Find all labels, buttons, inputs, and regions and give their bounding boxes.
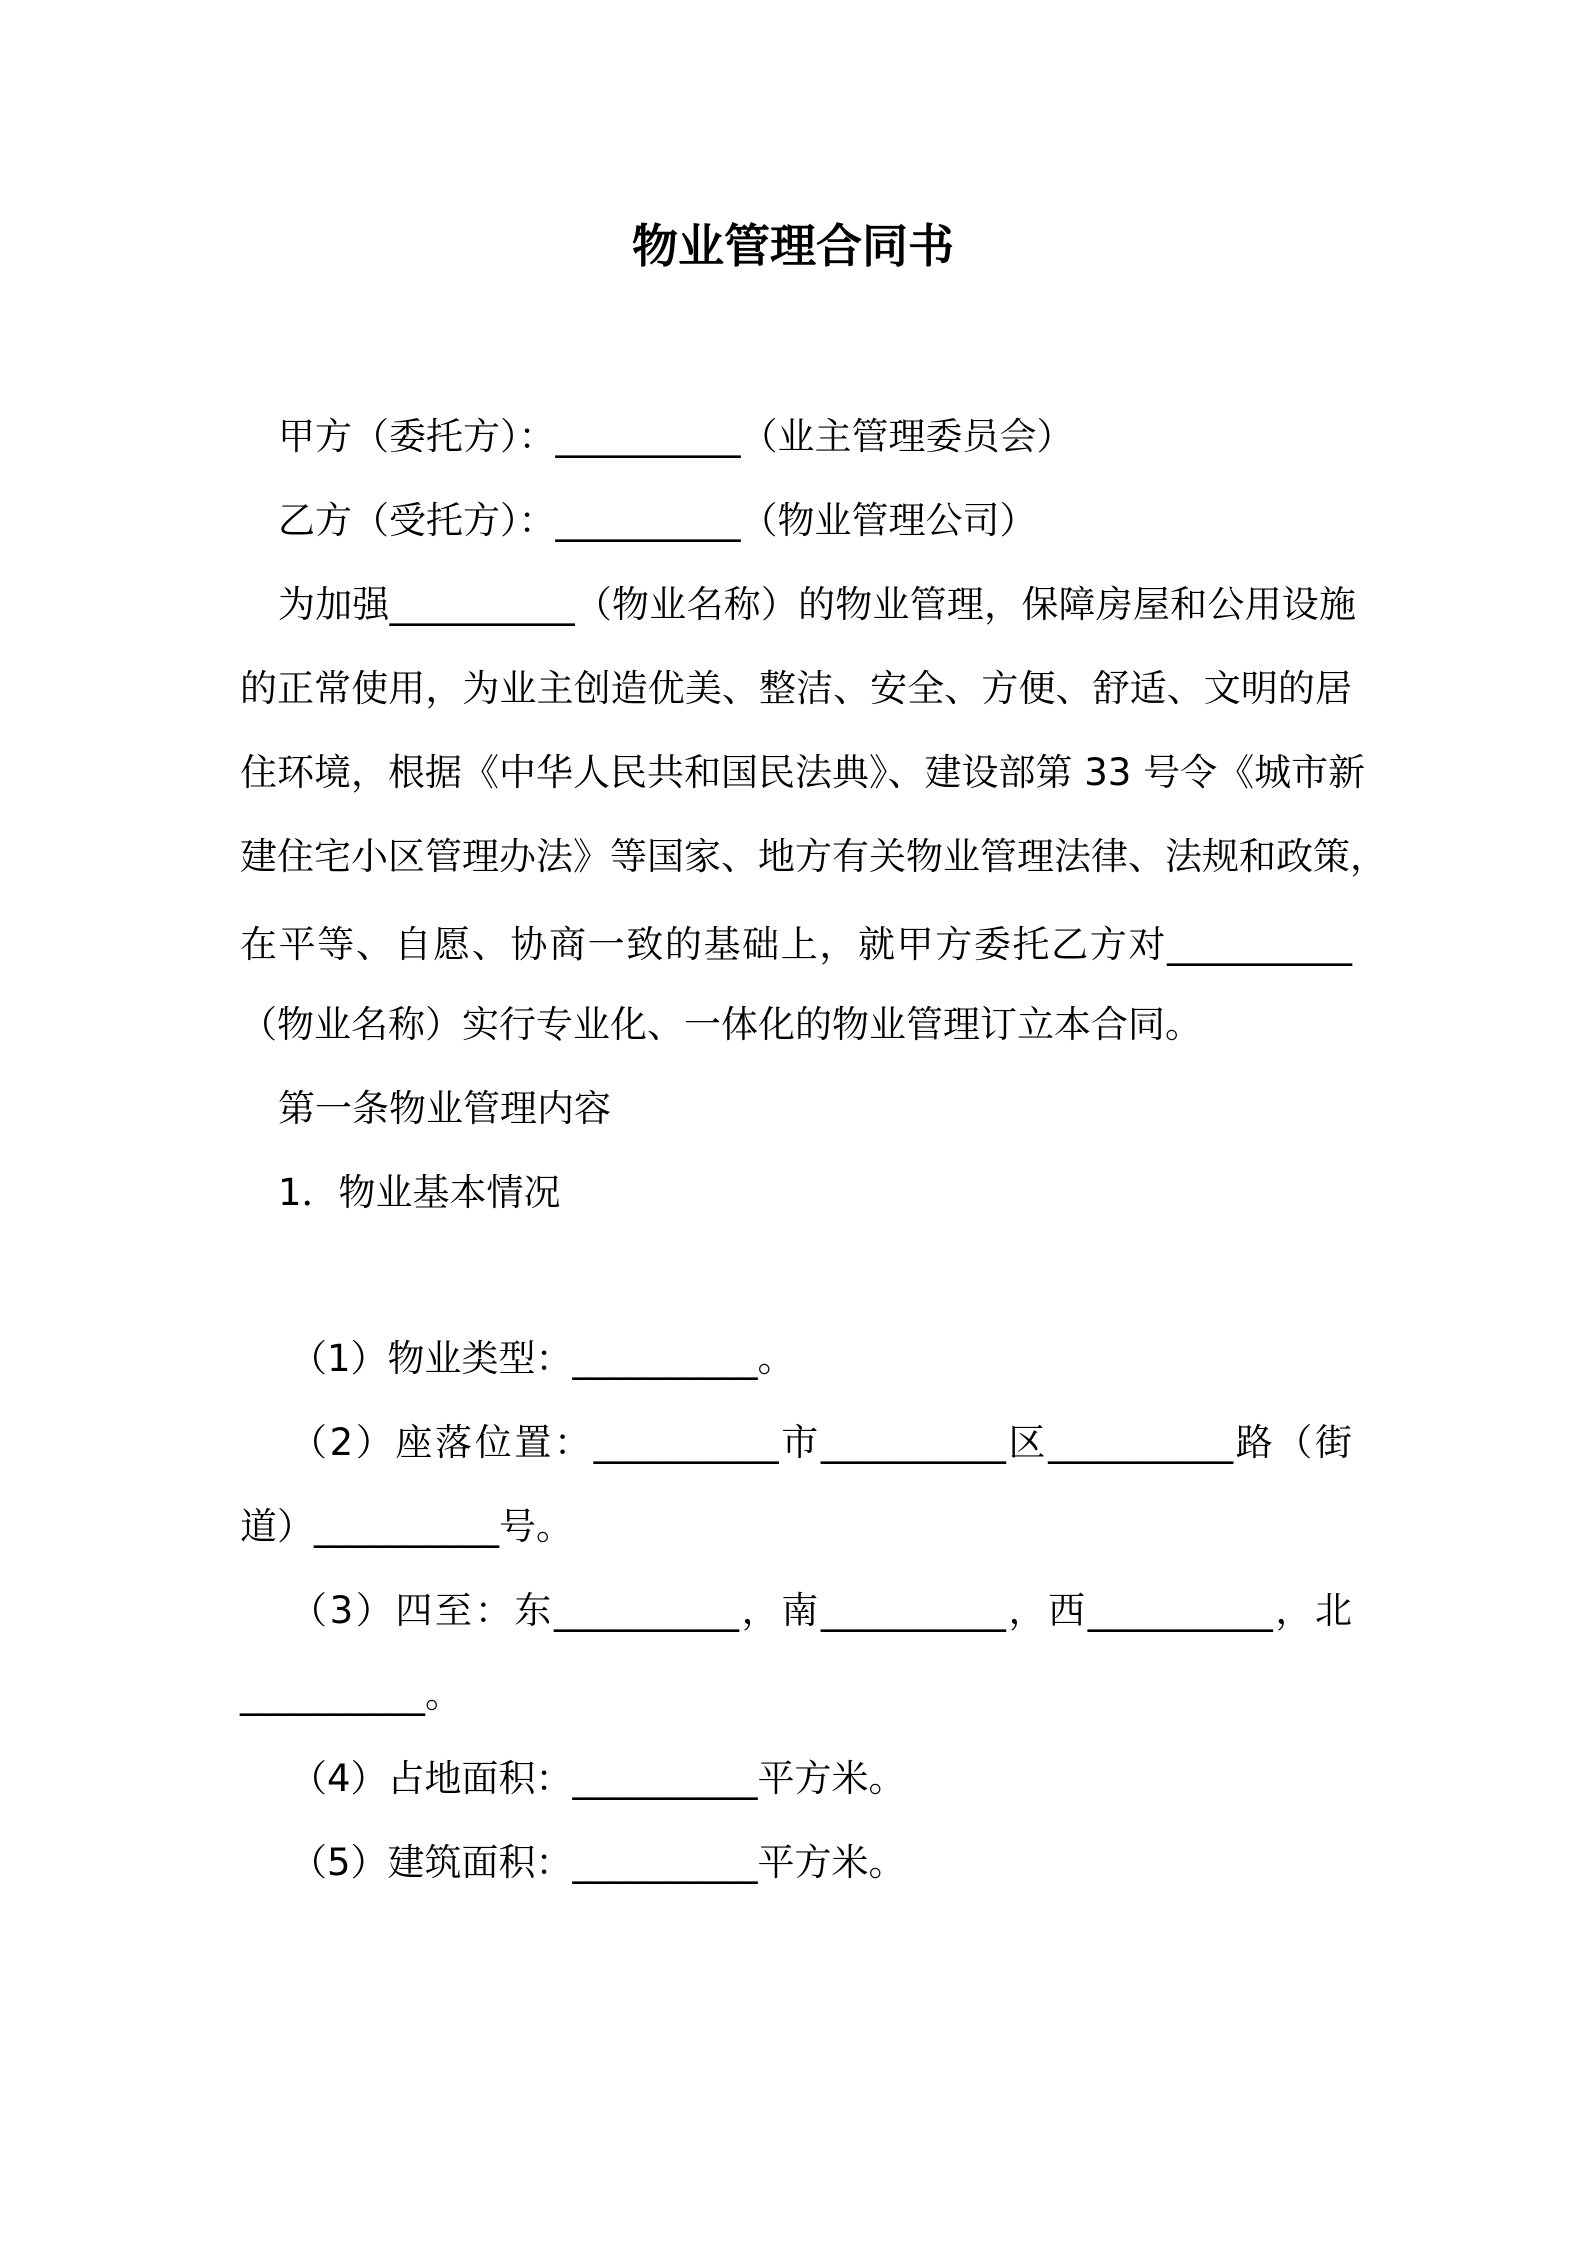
preamble-line-3: 住环境，根据《中华人民共和国民法典》、建设部第 33 号令《城市新	[240, 751, 1366, 794]
preamble-line-2: 的正常使用，为业主创造优美、整洁、安全、方便、舒适、文明的居	[240, 667, 1352, 710]
item-land-area: （4）占地面积：__________平方米。	[290, 1757, 906, 1800]
party-b-line: 乙方（受托方）：__________（物业管理公司）	[278, 499, 1037, 542]
document-title: 物业管理合同书	[632, 219, 954, 273]
item-building-area: （5）建筑面积：__________平方米。	[290, 1841, 906, 1884]
preamble-line-1: 为加强__________（物业名称）的物业管理，保障房屋和公用设施	[278, 583, 1356, 626]
item-boundaries-line-1: （3）四至：东__________，南__________，西__________，北	[290, 1589, 1352, 1632]
preamble-line-6: （物业名称）实行专业化、一体化的物业管理订立本合同。	[240, 1003, 1202, 1046]
preamble-line-4: 建住宅小区管理办法》等国家、地方有关物业管理法律、法规和政策，	[240, 835, 1387, 878]
item-location-line-2: 道）__________号。	[240, 1505, 573, 1548]
preamble-line-5: 在平等、自愿、协商一致的基础上，就甲方委托乙方对__________	[240, 923, 1352, 966]
party-a-line: 甲方（委托方）：__________（业主管理委员会）	[278, 415, 1074, 458]
article-heading: 第一条物业管理内容	[278, 1087, 611, 1130]
section-heading: 1．物业基本情况	[278, 1171, 561, 1214]
item-boundaries-line-2: __________。	[240, 1673, 462, 1716]
item-location-line-1: （2）座落位置：__________市__________区__________路（街	[290, 1421, 1352, 1464]
item-property-type: （1）物业类型：__________。	[290, 1337, 795, 1380]
